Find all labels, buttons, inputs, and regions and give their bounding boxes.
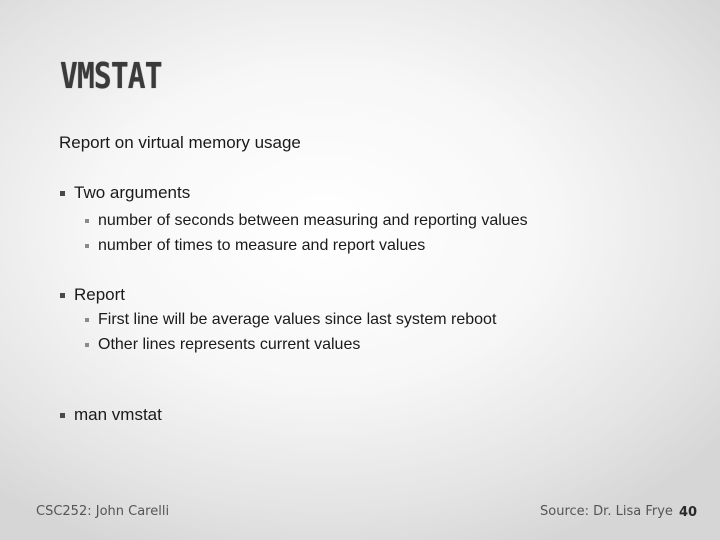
slide-title: VMSTAT [60,56,162,97]
bullet-label: Report [74,285,126,304]
bullet-label: Two arguments [74,183,191,202]
footer-course: CSC252: John Carelli [36,504,170,519]
bullet-report [60,285,125,305]
bullet-marker-icon [60,191,65,196]
bullet-marker-icon [60,293,65,298]
sub-bullet-label: number of times to measure and report values [98,237,426,254]
sub-bullet [85,237,425,255]
sub-bullet-label: First line will be average values since last system reboot [98,311,497,328]
sub-bullet-marker-icon [85,318,89,322]
sub-bullet [85,212,528,230]
bullet-two-arguments [60,183,190,203]
sub-bullet-marker-icon [85,219,89,223]
page-number: 40 [679,505,698,520]
sub-bullet-label: number of seconds between measuring and reporting values [98,212,528,229]
sub-bullet-marker-icon [85,244,89,248]
bullet-marker-icon [60,413,65,418]
bullet-label: man vmstat [74,405,162,424]
footer-source: Source: Dr. Lisa Frye [540,504,673,519]
sub-bullet-marker-icon [85,343,89,347]
bullet-man-vmstat [60,405,162,425]
intro-text: Report on virtual memory usage [59,133,301,152]
sub-bullet-label: Other lines represents current values [98,336,361,353]
sub-bullet [85,311,496,329]
sub-bullet [85,336,360,354]
